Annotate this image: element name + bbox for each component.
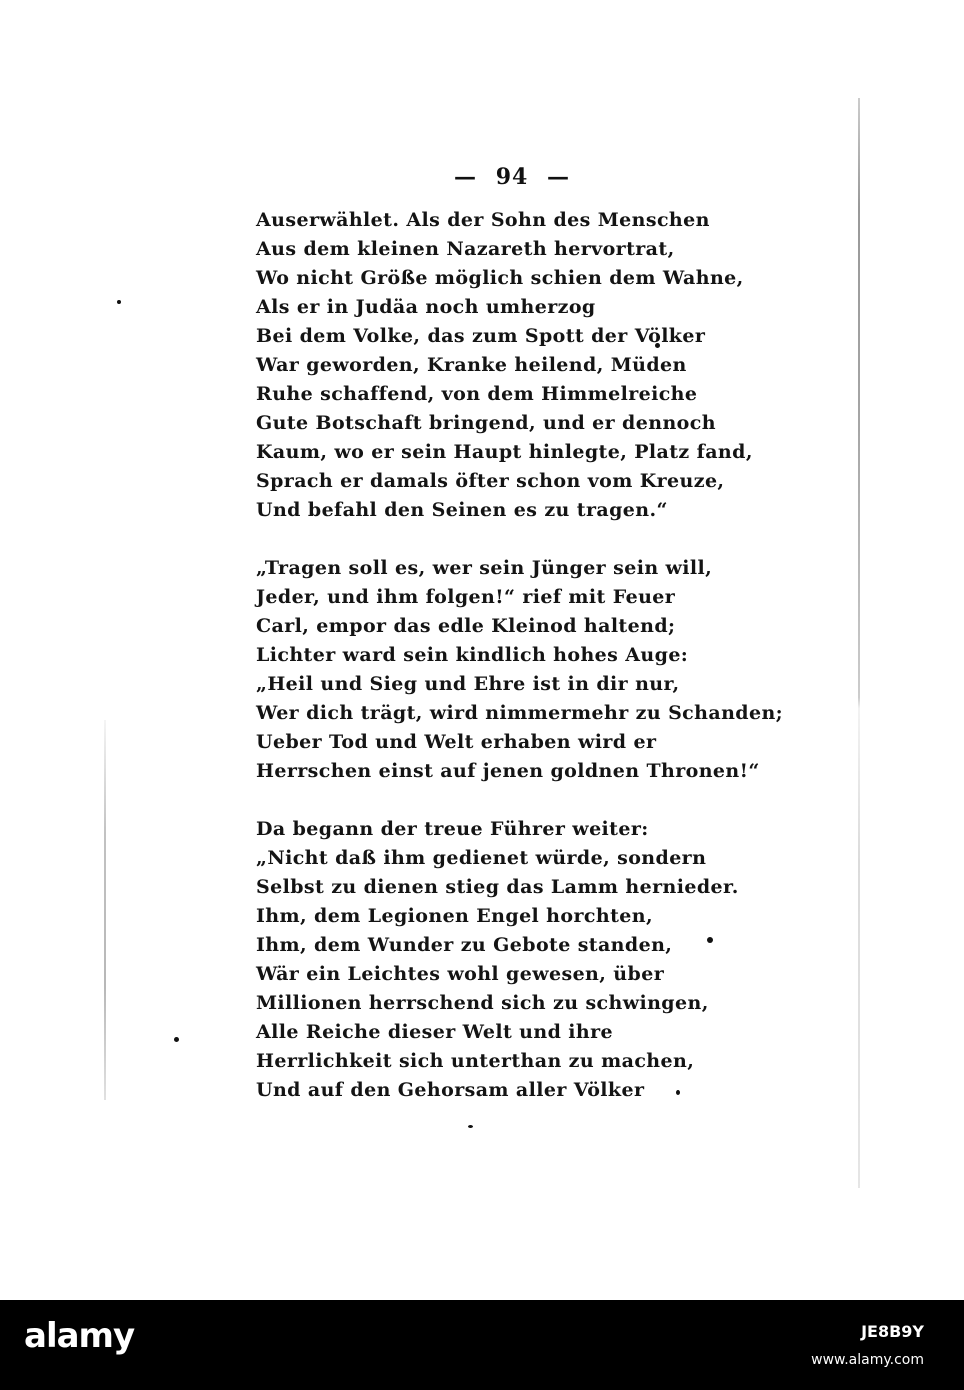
verse-line: Millionen herrschend sich zu schwingen, bbox=[256, 992, 709, 1014]
alamy-logo: alamy bbox=[24, 1316, 135, 1356]
verse-line: War geworden, Kranke heilend, Müden bbox=[256, 354, 687, 376]
verse-line: Lichter ward sein kindlich hohes Auge: bbox=[256, 644, 689, 666]
stanza-1 bbox=[256, 206, 753, 525]
verse-line: Herrschen einst auf jenen goldnen Thronen!“ bbox=[256, 760, 760, 782]
verse-line: Und auf den Gehorsam aller Völker bbox=[256, 1079, 645, 1101]
site-url-label: www.alamy.com bbox=[811, 1352, 924, 1368]
verse-line: Wär ein Leichtes wohl gewesen, über bbox=[256, 963, 665, 985]
image-id-label: JE8B9Y bbox=[861, 1322, 924, 1341]
verse-line: Als er in Judäa noch umherzog bbox=[256, 296, 596, 318]
verse-line: Aus dem kleinen Nazareth hervortrat, bbox=[256, 238, 675, 260]
verse-line: Auserwählet. Als der Sohn des Menschen bbox=[256, 209, 710, 231]
stanza-2 bbox=[256, 554, 784, 786]
verse-line: Ihm, dem Wunder zu Gebote standen, bbox=[256, 934, 673, 956]
poem-text bbox=[256, 206, 784, 1105]
verse-line: „Heil und Sieg und Ehre ist in dir nur, bbox=[256, 673, 680, 695]
verse-line: Alle Reiche dieser Welt und ihre bbox=[256, 1021, 614, 1043]
page-number-dash-right: — bbox=[546, 164, 570, 190]
verse-line: „Tragen soll es, wer sein Jünger sein will, bbox=[256, 557, 713, 579]
verse-line: Wo nicht Größe möglich schien dem Wahne, bbox=[256, 267, 744, 289]
verse-line: Wer dich trägt, wird nimmermehr zu Schanden; bbox=[256, 702, 784, 724]
page-edge-shadow-right bbox=[858, 98, 860, 1188]
verse-line: Kaum, wo er sein Haupt hinlegte, Platz fand, bbox=[256, 441, 753, 463]
verse-line: Bei dem Volke, das zum Spott der Völker bbox=[256, 325, 706, 347]
verse-line: Ruhe schaffend, von dem Himmelreiche bbox=[256, 383, 698, 405]
verse-line: Ueber Tod und Welt erhaben wird er bbox=[256, 731, 657, 753]
verse-line: Und befahl den Seinen es zu tragen.“ bbox=[256, 499, 668, 521]
ink-speck bbox=[468, 1125, 473, 1128]
watermark-footer bbox=[0, 1300, 964, 1390]
verse-line: Sprach er damals öfter schon vom Kreuze, bbox=[256, 470, 725, 492]
stanza-3 bbox=[256, 815, 739, 1105]
verse-line: „Nicht daß ihm gedienet würde, sondern bbox=[256, 847, 707, 869]
verse-line: Jeder, und ihm folgen!“ rief mit Feuer bbox=[256, 586, 676, 608]
verse-line: Ihm, dem Legionen Engel horchten, bbox=[256, 905, 653, 927]
page-number bbox=[0, 164, 964, 190]
verse-line: Gute Botschaft bringend, und er dennoch bbox=[256, 412, 716, 434]
stanza-gap bbox=[256, 525, 716, 554]
page-number-value: 94 bbox=[495, 164, 529, 190]
page-number-dash-left: — bbox=[454, 164, 478, 190]
stanza-gap bbox=[256, 786, 716, 815]
verse-line: Carl, empor das edle Kleinod haltend; bbox=[256, 615, 676, 637]
verse-line: Selbst zu dienen stieg das Lamm hernieder. bbox=[256, 876, 739, 898]
verse-line: Da begann der treue Führer weiter: bbox=[256, 818, 649, 840]
ink-speck bbox=[174, 1037, 179, 1042]
verse-line: Herrlichkeit sich unterthan zu machen, bbox=[256, 1050, 695, 1072]
ink-speck bbox=[117, 300, 121, 304]
page-edge-shadow-left bbox=[104, 720, 106, 1100]
